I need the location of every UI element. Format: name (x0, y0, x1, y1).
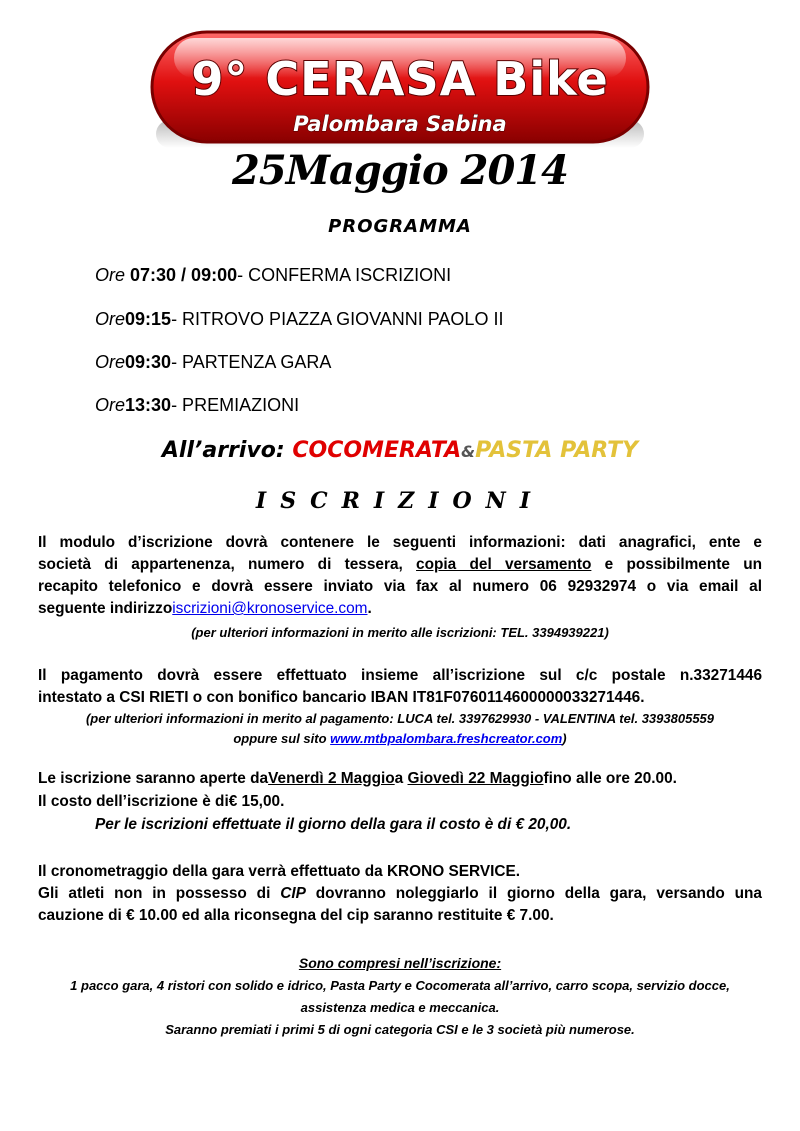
text-segment: fino alle ore 20.00. (543, 770, 677, 787)
note-line: (per ulteriori informazioni in merito al pagamento: LUCA tel. 3397629930 - VALENTINA tel. 3393805559 (85, 711, 715, 726)
email-link[interactable]: iscrizioni@kronoservice.com (172, 600, 368, 617)
paragraph-line (38, 554, 762, 576)
date-from: Venerdì 2 Maggio (268, 770, 395, 787)
cip-text: CIP (280, 885, 306, 902)
cronometraggio-paragraph (38, 861, 762, 927)
schedule-time: 07:30 / 09:00 (130, 265, 238, 285)
text-segment: oppure sul sito (233, 731, 331, 746)
schedule-item (95, 265, 451, 286)
text-segment: e possibilmente un (591, 556, 762, 573)
apertura-line (38, 770, 677, 788)
costo-line: Il costo dell’iscrizione è di€ 15,00. (38, 793, 285, 810)
arrivo-cocomerata: COCOMERATA (292, 438, 462, 463)
schedule-ore: Ore (95, 395, 126, 415)
text-segment: dovranno noleggiarlo il giorno della gara, versando una (305, 885, 762, 902)
schedule-desc: - RITROVO PIAZZA GIOVANNI PAOLO II (171, 309, 504, 329)
paragraph-line: Il cronometraggio della gara verrà effettuato da KRONO SERVICE. (38, 863, 521, 880)
compresi-line: Saranno premiati i primi 5 di ogni categoria CSI e le 3 società più numerose. (165, 1022, 635, 1037)
schedule-desc: - CONFERMA ISCRIZIONI (237, 265, 452, 285)
compresi-heading: Sono compresi nell’iscrizione: (298, 955, 502, 971)
pagamento-paragraph (38, 665, 762, 709)
costo-gara-line: Per le iscrizioni effettuate il giorno della gara il costo è di € 20,00. (95, 816, 572, 833)
event-banner (150, 30, 650, 150)
text-segment: seguente indirizzo (38, 600, 173, 617)
compresi-list (0, 975, 800, 1041)
arrivo-pasta-party: PASTA PARTY (475, 438, 639, 463)
paragraph-line (38, 598, 762, 620)
schedule-item (95, 309, 503, 330)
schedule-desc: - PARTENZA GARA (171, 352, 332, 372)
arrivo-ampersand: & (461, 442, 476, 461)
schedule-time: 09:15 (125, 309, 172, 329)
date-to: Giovedì 22 Maggio (407, 770, 544, 787)
schedule-item (95, 352, 331, 373)
paragraph-line: Il pagamento dovrà essere effettuato insieme all’iscrizione sul c/c postale n.33271446 (38, 667, 762, 684)
note-pagamento (0, 709, 800, 749)
iscrizioni-paragraph (38, 532, 762, 620)
paragraph-line: Il modulo d’iscrizione dovrà contenere le seguenti informazioni: dati anagrafici, ente e (38, 534, 762, 551)
schedule-item (95, 395, 299, 416)
arrivo-label: All’arrivo: (161, 438, 293, 463)
schedule-time: 13:30 (125, 395, 172, 415)
compresi-line: assistenza medica e meccanica. (300, 1000, 500, 1015)
schedule-ore: Ore (95, 265, 131, 285)
banner-subtitle: Palombara Sabina (293, 112, 507, 136)
paragraph-line (38, 883, 762, 905)
text-segment: a (394, 770, 408, 787)
banner-title: 9° CERASA Bike (191, 52, 609, 106)
iscrizioni-heading: ISCRIZIONI (255, 488, 545, 514)
schedule-desc: - PREMIAZIONI (171, 395, 300, 415)
website-link[interactable]: www.mtbpalombara.freshcreator.com (330, 731, 563, 746)
text-segment: . (367, 600, 372, 617)
paragraph-line: cauzione di € 10.00 ed alla riconsegna del cip saranno restituite € 7.00. (38, 907, 554, 924)
paragraph-line: intestato a CSI RIETI o con bonifico bancario IBAN IT81F0760114600000033271446. (38, 689, 645, 706)
copia-versamento: copia del versamento (416, 556, 592, 573)
event-date: 25Maggio 2014 (232, 147, 568, 194)
text-segment: Le iscrizione saranno aperte da (38, 770, 269, 787)
arrivo-line (0, 438, 800, 463)
text-segment: società di appartenenza, numero di tessera, (38, 556, 417, 573)
text-segment: ) (562, 731, 567, 746)
note-line (0, 729, 800, 749)
paragraph-line: recapito telefonico e dovrà essere inviato via fax al numero 06 92932974 o via email al (38, 578, 762, 595)
text-segment: Gli atleti non in possesso di (38, 885, 281, 902)
programma-heading: PROGRAMMA (328, 216, 472, 237)
schedule-ore: Ore (95, 352, 126, 372)
note-iscrizioni: (per ulteriori informazioni in merito alle iscrizioni: TEL. 3394939221) (191, 625, 609, 640)
schedule-time: 09:30 (125, 352, 172, 372)
schedule-ore: Ore (95, 309, 126, 329)
compresi-line: 1 pacco gara, 4 ristori con solido e idrico, Pasta Party e Cocomerata all’arrivo, carro scopa, servizio docce, (70, 978, 730, 993)
